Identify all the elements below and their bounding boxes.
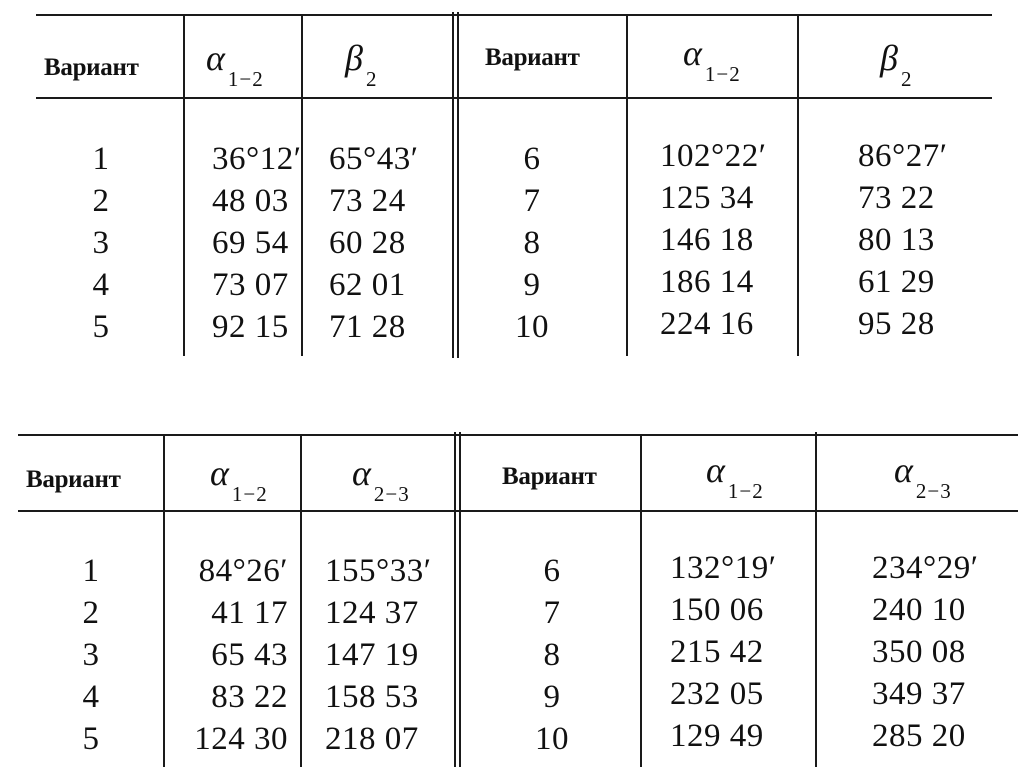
table-cell: 92 15 (212, 309, 289, 345)
table-cell: 71 28 (329, 309, 406, 345)
table-1-right-col1-header (683, 35, 741, 85)
table-2-double-divider-a (454, 432, 456, 767)
table-row: 5 (92, 309, 110, 345)
table-cell: 73 07 (212, 267, 289, 303)
table-2-divider-5 (815, 432, 817, 767)
table-cell: 65 43 (211, 637, 288, 673)
table-row: 7 (523, 183, 541, 219)
table-2-divider-2 (300, 436, 302, 767)
table-2-left-col2-header (352, 455, 410, 505)
table-1-divider-5 (797, 16, 799, 356)
table-2-divider-1 (163, 436, 165, 767)
table-row: 7 (543, 595, 561, 631)
table-1-left-col1-header (206, 40, 264, 90)
table-cell: 129 49 (670, 718, 764, 754)
table-2-divider-4 (640, 436, 642, 767)
table-row: 2 (82, 595, 100, 631)
table-1-left-col2-header (345, 40, 377, 90)
table-1-left-col1-values (212, 143, 301, 353)
table-2-right-col2-header (894, 452, 952, 502)
table-1-left-variant-header: Вариант (44, 54, 139, 81)
table-row: 6 (543, 553, 561, 589)
table-2-right-variant-header: Вариант (502, 463, 597, 490)
table-cell: 155°33′ (325, 553, 432, 589)
table-cell: 60 28 (329, 225, 406, 261)
alpha-subscript: 2−3 (915, 479, 952, 503)
table-row: 10 (515, 309, 549, 345)
table-2-header-rule (18, 510, 1018, 512)
table-1-double-divider-a (452, 12, 454, 358)
alpha-subscript: 2−3 (373, 482, 410, 506)
table-cell: 41 17 (211, 595, 288, 631)
table-cell: 150 06 (670, 592, 764, 628)
alpha-subscript: 1−2 (227, 67, 264, 91)
alpha-symbol: α (352, 453, 371, 493)
table-cell: 124 30 (194, 721, 288, 757)
table-cell: 73 24 (329, 183, 406, 219)
table-1-header-rule (36, 97, 992, 99)
table-cell: 80 13 (858, 222, 935, 258)
table-row: 2 (92, 183, 110, 219)
table-2-double-divider-b (459, 432, 461, 767)
table-cell: 62 01 (329, 267, 406, 303)
alpha-symbol: α (683, 33, 702, 73)
table-2-right-col2-values (872, 552, 978, 762)
alpha-subscript: 1−2 (231, 482, 268, 506)
table-cell: 232 05 (670, 676, 764, 712)
table-cell: 73 22 (858, 180, 935, 216)
table-1-top-rule (36, 14, 992, 16)
table-row: 10 (535, 721, 569, 757)
alpha-symbol: α (894, 450, 913, 490)
table-row: 8 (523, 225, 541, 261)
table-cell: 147 19 (325, 637, 419, 673)
table-row: 9 (543, 679, 561, 715)
table-1-left-variants (86, 143, 116, 353)
table-cell: 95 28 (858, 306, 935, 342)
table-2-left-col1-values (180, 555, 288, 765)
table-row: 4 (92, 267, 110, 303)
table-cell: 124 37 (325, 595, 419, 631)
table-cell: 61 29 (858, 264, 935, 300)
table-row: 8 (543, 637, 561, 673)
table-cell: 240 10 (872, 592, 966, 628)
table-cell: 186 14 (660, 264, 754, 300)
alpha-symbol: α (206, 38, 225, 78)
table-2-left-variant-header: Вариант (26, 466, 121, 493)
table-cell: 224 16 (660, 306, 754, 342)
table-2-right-variants (530, 555, 574, 765)
table-cell: 349 37 (872, 676, 966, 712)
table-row: 1 (82, 553, 100, 589)
table-1-right-variants (510, 143, 554, 353)
beta-subscript: 2 (900, 67, 913, 91)
table-1-divider-1 (183, 16, 185, 356)
alpha-symbol: α (210, 453, 229, 493)
alpha-symbol: α (706, 450, 725, 490)
table-cell: 84°26′ (198, 553, 288, 589)
table-cell: 285 20 (872, 718, 966, 754)
table-cell: 218 07 (325, 721, 419, 757)
table-row: 4 (82, 679, 100, 715)
table-cell: 83 22 (211, 679, 288, 715)
table-1-double-divider-b (457, 12, 459, 358)
table-1-left-col2-values (329, 143, 418, 353)
table-cell: 158 53 (325, 679, 419, 715)
table-2-left-col2-values (325, 555, 431, 765)
table-2-right-col1-header (706, 452, 764, 502)
table-row: 5 (82, 721, 100, 757)
table-1-divider-4 (626, 16, 628, 356)
table-row: 9 (523, 267, 541, 303)
table-1-right-col2-values (858, 140, 947, 350)
beta-symbol: β (880, 38, 898, 78)
alpha-subscript: 1−2 (727, 479, 764, 503)
table-row: 3 (92, 225, 110, 261)
beta-symbol: β (345, 38, 363, 78)
table-row: 6 (523, 141, 541, 177)
table-2-left-col1-header (210, 455, 268, 505)
table-cell: 102°22′ (660, 138, 767, 174)
table-1-right-col1-values (660, 140, 766, 350)
table-1-right-variant-header: Вариант (485, 44, 580, 71)
alpha-subscript: 1−2 (704, 62, 741, 86)
table-cell: 146 18 (660, 222, 754, 258)
table-row: 1 (92, 141, 110, 177)
table-cell: 86°27′ (858, 138, 948, 174)
table-row: 3 (82, 637, 100, 673)
table-cell: 215 42 (670, 634, 764, 670)
table-cell: 234°29′ (872, 550, 979, 586)
table-cell: 350 08 (872, 634, 966, 670)
table-cell: 36°12′ (212, 141, 302, 177)
table-2-top-rule (18, 434, 1018, 436)
beta-subscript: 2 (365, 67, 378, 91)
table-1-right-col2-header (880, 40, 912, 90)
table-2-right-col1-values (670, 552, 776, 762)
table-cell: 48 03 (212, 183, 289, 219)
table-cell: 65°43′ (329, 141, 419, 177)
table-2-left-variants (76, 555, 106, 765)
table-cell: 69 54 (212, 225, 289, 261)
table-cell: 132°19′ (670, 550, 777, 586)
table-cell: 125 34 (660, 180, 754, 216)
